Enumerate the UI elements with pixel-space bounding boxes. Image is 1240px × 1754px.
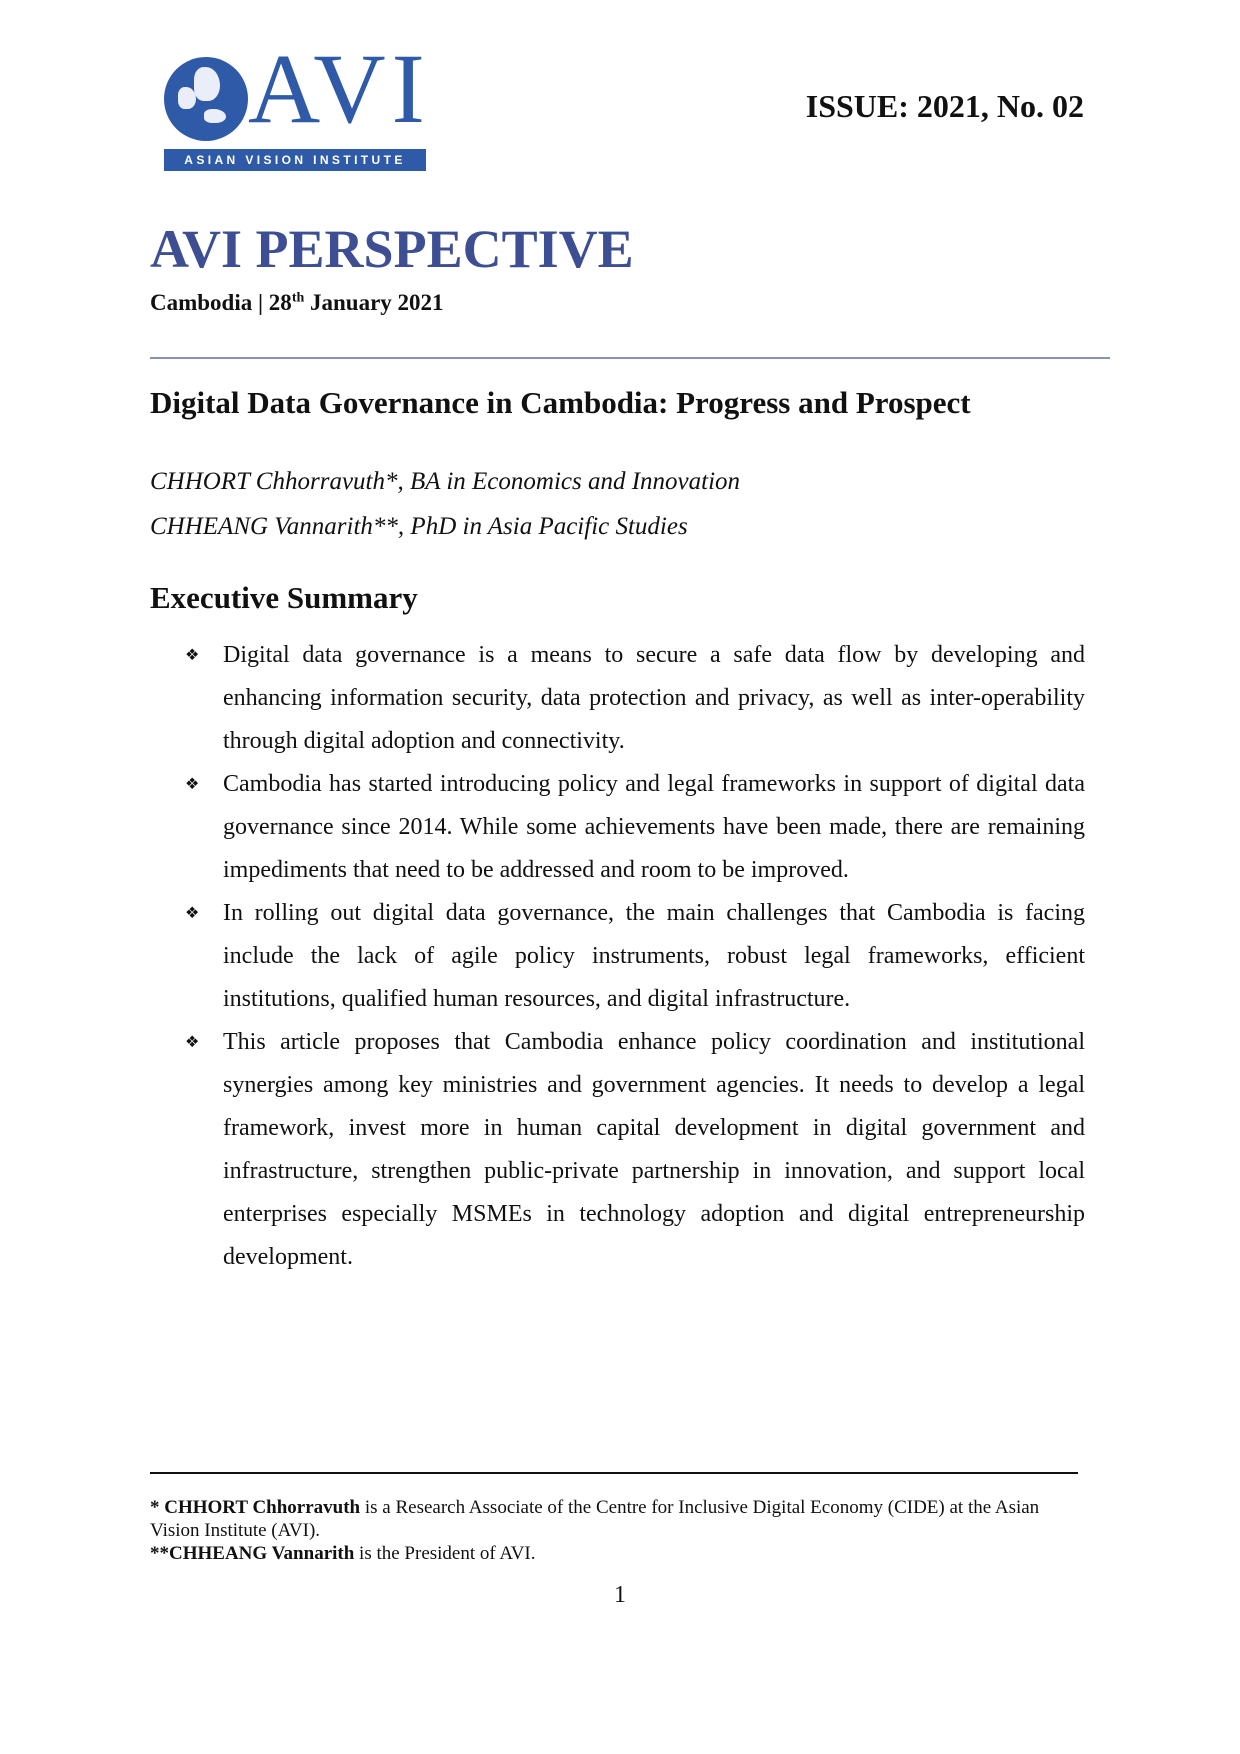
diamond-bullet-icon: ❖ <box>185 776 200 793</box>
footnote-divider <box>150 1472 1078 1474</box>
page-number: 1 <box>614 1582 626 1608</box>
diamond-bullet-icon: ❖ <box>185 905 200 922</box>
logo-wordmark: AVI <box>248 33 431 144</box>
issue-label: ISSUE: 2021, No. 02 <box>805 88 1084 124</box>
summary-item <box>185 763 1085 892</box>
footnote-1-name: * CHHORT Chhorravuth <box>150 1497 361 1518</box>
publication-title: AVI PERSPECTIVE <box>150 219 634 279</box>
summary-item <box>185 892 1085 1021</box>
logo-tagline: ASIAN VISION INSTITUTE <box>164 149 426 171</box>
summary-item-text: Cambodia has started introducing policy and legal frameworks in support of digital data governance since 2014. While some achievements have been made, there are remaining impediments that need to be addressed and room to be improved. <box>223 771 1085 883</box>
summary-item-text: This article proposes that Cambodia enhance policy coordination and institutional synergies among key ministries and government agencies. It needs to develop a legal framework, invest more in human capital development in digital government and infrastructure, strengthen public-private partnership in innovation, and support local enterprises especially MSMEs in technology adoption and digital entrepreneurship development. <box>223 1029 1085 1270</box>
globe-icon <box>164 57 248 141</box>
footnote-2-name: **CHHEANG Vannarith <box>150 1543 355 1564</box>
diamond-bullet-icon: ❖ <box>185 1034 200 1051</box>
header-divider <box>150 357 1110 359</box>
summary-item-text: In rolling out digital data governance, the main challenges that Cambodia is facing include the lack of agile policy instruments, robust legal frameworks, efficient institutions, qualified human resources, and digital infrastructure. <box>223 900 1085 1012</box>
diamond-bullet-icon: ❖ <box>185 647 200 664</box>
summary-item <box>185 1021 1085 1279</box>
footnote-2 <box>150 1542 1090 1565</box>
dateline-sup: th <box>291 290 305 306</box>
footnotes <box>150 1496 1090 1565</box>
section-heading: Executive Summary <box>150 580 418 615</box>
author-1: CHHORT Chhorravuth*, BA in Economics and Innovation <box>150 468 741 495</box>
dateline <box>150 290 444 316</box>
footnote-1-text: is a Research Associate of the Centre for Inclusive Digital Economy (CIDE) at the Asian Vision Institute (AVI). <box>150 1497 1040 1541</box>
summary-list <box>185 634 1085 1279</box>
summary-item-text: Digital data governance is a means to secure a safe data flow by developing and enhancing information security, data protection and privacy, as well as inter-operability through digital adoption and connectivity. <box>223 642 1085 754</box>
dateline-location: Cambodia | 28 <box>150 290 292 315</box>
author-2: CHHEANG Vannarith**, PhD in Asia Pacific Studies <box>150 513 688 540</box>
summary-item <box>185 634 1085 763</box>
footnote-1 <box>150 1496 1090 1542</box>
footnote-2-text: is the President of AVI. <box>354 1543 536 1564</box>
dateline-date: January 2021 <box>304 290 444 315</box>
article-title: Digital Data Governance in Cambodia: Progress and Prospect <box>150 385 971 420</box>
avi-logo <box>164 33 431 173</box>
